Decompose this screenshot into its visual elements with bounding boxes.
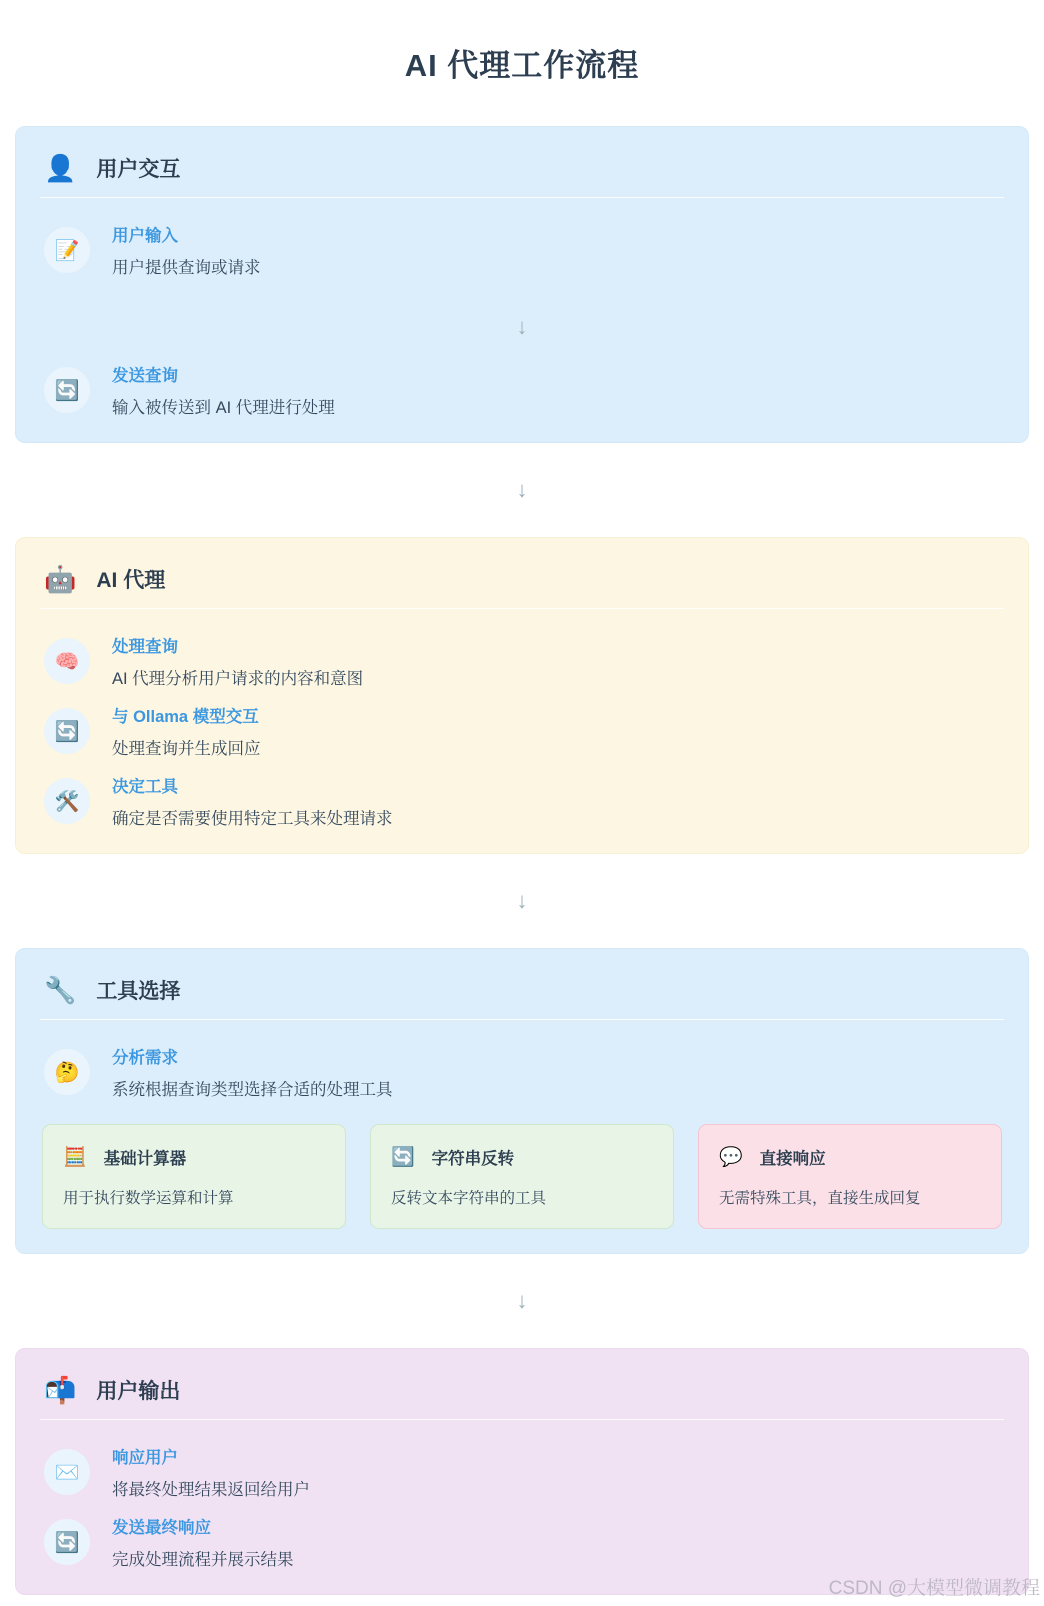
robot-icon: 🤖 xyxy=(44,564,77,594)
envelope-icon: ✉️ xyxy=(44,1449,90,1495)
brain-icon: 🧠 xyxy=(44,638,90,684)
section-ai-agent-header xyxy=(38,558,1006,608)
step-process-query xyxy=(38,633,1006,689)
step-send-final-response xyxy=(38,1514,1006,1570)
step-description: 处理查询并生成回应 xyxy=(112,740,261,758)
step-description: 系统根据查询类型选择合适的处理工具 xyxy=(112,1081,393,1099)
refresh-icon: 🔄 xyxy=(44,1519,90,1565)
down-arrow-icon: ↓ xyxy=(516,314,528,339)
section-title: AI 代理 xyxy=(96,569,166,592)
section-user-output xyxy=(15,1348,1029,1595)
step-title: 发送最终响应 xyxy=(112,1519,211,1537)
step-title: 响应用户 xyxy=(112,1449,178,1467)
step-decide-tools xyxy=(38,773,1006,829)
card-header xyxy=(391,1145,653,1169)
mailbox-icon: 📬 xyxy=(44,1375,77,1405)
flow-diagram xyxy=(0,126,1044,1595)
card-title: 字符串反转 xyxy=(431,1150,515,1168)
card-header xyxy=(719,1145,981,1169)
section-user-interaction-header xyxy=(38,147,1006,197)
step-text xyxy=(112,362,335,418)
card-description: 用于执行数学运算和计算 xyxy=(63,1190,234,1207)
abacus-icon: 🧮 xyxy=(63,1146,87,1168)
step-analyze-requirements xyxy=(38,1044,1006,1100)
thinking-face-icon: 🤔 xyxy=(44,1049,90,1095)
step-title: 与 Ollama 模型交互 xyxy=(112,708,259,726)
memo-icon: 📝 xyxy=(44,227,90,273)
down-arrow-icon: ↓ xyxy=(516,1288,528,1313)
refresh-icon: 🔄 xyxy=(391,1146,415,1168)
section-ai-agent xyxy=(15,537,1029,854)
step-description: AI 代理分析用户请求的内容和意图 xyxy=(112,670,364,688)
step-description: 确定是否需要使用特定工具来处理请求 xyxy=(112,810,393,828)
step-description: 用户提供查询或请求 xyxy=(112,259,261,277)
down-arrow-icon: ↓ xyxy=(516,888,528,913)
step-respond-user xyxy=(38,1444,1006,1500)
refresh-icon: 🔄 xyxy=(44,708,90,754)
step-description: 输入被传送到 AI 代理进行处理 xyxy=(112,399,335,417)
tool-card-direct-response xyxy=(698,1124,1002,1229)
step-text xyxy=(112,1044,393,1100)
section-title: 用户输出 xyxy=(96,1380,181,1403)
tool-card-calculator xyxy=(42,1124,346,1229)
step-description: 将最终处理结果返回给用户 xyxy=(112,1481,310,1499)
refresh-icon: 🔄 xyxy=(44,367,90,413)
section-divider xyxy=(40,608,1004,609)
page-title: AI 代理工作流程 xyxy=(404,48,640,83)
step-title: 用户输入 xyxy=(112,227,178,245)
down-arrow-icon: ↓ xyxy=(516,477,528,502)
card-title: 直接响应 xyxy=(759,1150,826,1168)
section-user-output-header xyxy=(38,1369,1006,1419)
step-ollama-interaction xyxy=(38,703,1006,759)
card-title: 基础计算器 xyxy=(103,1150,187,1168)
step-title: 发送查询 xyxy=(112,367,178,385)
step-text xyxy=(112,1514,294,1570)
card-description: 无需特殊工具，直接生成回复 xyxy=(719,1190,921,1207)
section-title: 工具选择 xyxy=(96,980,181,1003)
step-text xyxy=(112,633,363,689)
section-tool-selection-header xyxy=(38,969,1006,1019)
watermark: CSDN @大模型微调教程 xyxy=(828,1578,1040,1599)
section-divider xyxy=(40,1019,1004,1020)
tool-cards xyxy=(38,1124,1006,1229)
step-text xyxy=(112,222,261,278)
step-text xyxy=(112,703,261,759)
card-description: 反转文本字符串的工具 xyxy=(391,1190,547,1207)
section-divider xyxy=(40,197,1004,198)
section-divider xyxy=(40,1419,1004,1420)
step-title: 处理查询 xyxy=(112,638,178,656)
step-text xyxy=(112,773,393,829)
speech-balloon-icon: 💬 xyxy=(719,1146,743,1168)
step-send-query xyxy=(38,362,1006,418)
section-title: 用户交互 xyxy=(96,158,181,181)
hammer-wrench-icon: 🛠️ xyxy=(44,778,90,824)
user-icon: 👤 xyxy=(44,153,77,183)
step-title: 分析需求 xyxy=(112,1049,178,1067)
wrench-icon: 🔧 xyxy=(44,975,77,1005)
section-tool-selection xyxy=(15,948,1029,1254)
step-text xyxy=(112,1444,310,1500)
step-user-input xyxy=(38,222,1006,278)
step-title: 决定工具 xyxy=(112,778,178,796)
card-header xyxy=(63,1145,325,1169)
section-user-interaction xyxy=(15,126,1029,443)
tool-card-string-reverse xyxy=(370,1124,674,1229)
step-description: 完成处理流程并展示结果 xyxy=(112,1551,294,1569)
